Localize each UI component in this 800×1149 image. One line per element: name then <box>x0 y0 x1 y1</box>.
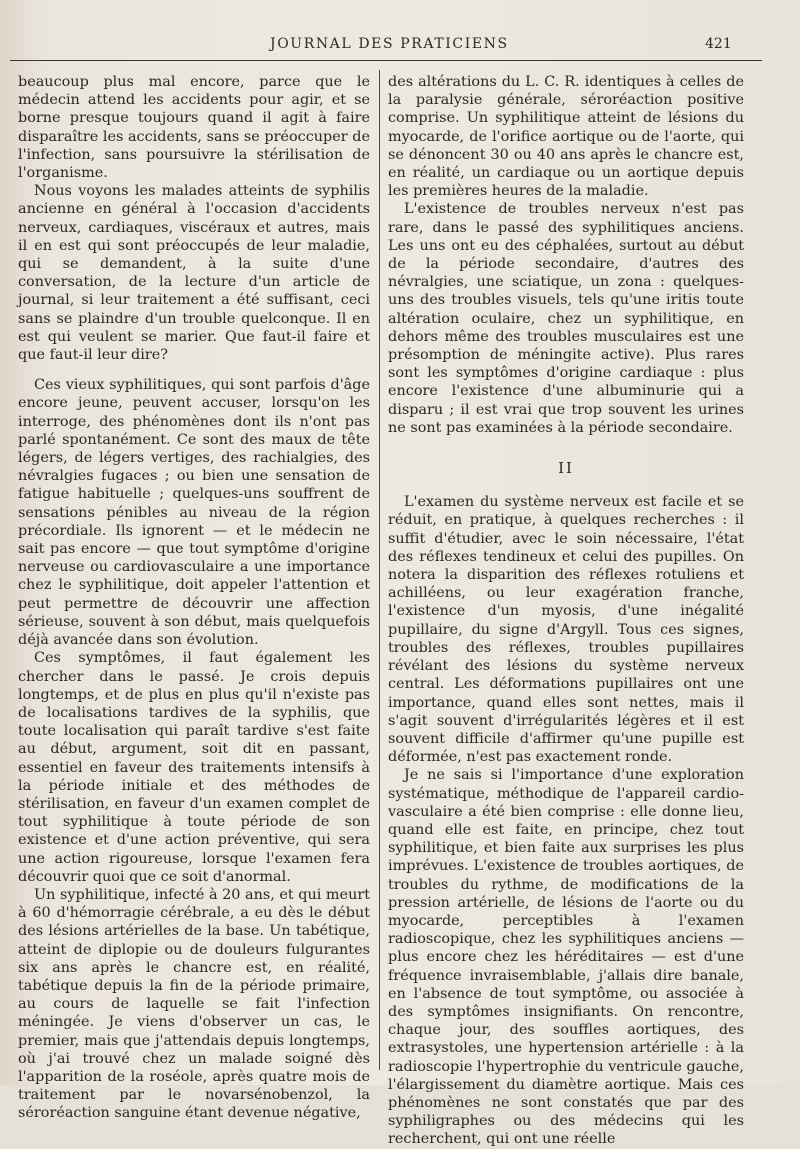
paragraph: L'examen du système nerveux est facile et se réduit, en pratique, à quelques recherches : il suffit d'étudier, avec le soin nécessaire, l'état des réflexes tendineux et celui des pupilles. On notera la disparition des réflexes rotuliens et achilléens, ou leur exagération franche, l'existence d'un myosis, d'une inégalité pupillaire, du signe d'Argyll. Tous ces signes, troubles des réflexes, troubles pupillaires révélant des lésions du système nerveux central. Les déformations pupillaires ont une importance, quand elles sont nettes, mais il s'agit souvent d'irrégularités légères et il est souvent difficile d'affirmer qu'une pupille est déformée, n'est pas exactement ronde. <box>388 494 744 766</box>
paragraph: L'existence de troubles nerveux n'est pas rare, dans le passé des syphilitiques anciens. Les uns ont eu des céphalées, surtout au début de la période secondaire, d'autres des névralgies, une sciatique, un zona : quelques-uns des troubles visuels, tels qu'une iritis toute altération oculaire, chez un syphilitique, en dehors même des troubles musculaires est une présomption de méningite active). Plus rares sont les symptômes d'origine cardiaque : plus encore l'existence d'une albuminurie qui a disparu ; il est vrai que trop souvent les urines ne sont pas examinées à la période secondaire. <box>388 201 744 436</box>
paragraph: des altérations du L. C. R. identiques à celles de la paralysie générale, séroréaction positive comprise. Un syphilitique atteint de lésions du myocarde, de l'orifice aortique ou de l'aorte, qui se dénoncent 30 ou 40 ans après le chancre est, en réalité, un cardiaque ou un aortique depuis les premières heures de la maladie. <box>388 74 744 200</box>
right-column <box>388 73 744 1149</box>
header-rule <box>10 60 762 61</box>
paragraph: Ces symptômes, il faut également les chercher dans le passé. Je crois depuis longtemps, et de plus en plus qu'il n'existe pas de localisations tardives de la syphilis, que toute localisation qui paraît tardive s'est faite au début, argument, soit dit en passant, essentiel en faveur des traitements intensifs à la période initiale et des méthodes de stérilisation, en faveur d'un examen complet de tout syphilitique à toute période de son existence et d'une action préventive, qui sera une action rigoureuse, lorsque l'examen fera découvrir quoi que ce soit d'anormal. <box>18 650 370 885</box>
paragraph: beaucoup plus mal encore, parce que le médecin attend les accidents pour agir, et se borne presque toujours quand il agit à faire disparaître les accidents, sans se préoccuper de l'infection, sans poursuivre la stérilisation de l'organisme. <box>18 74 370 182</box>
paragraph: Ces vieux syphilitiques, qui sont parfois d'âge encore jeune, peuvent accuser, lorsqu'on les interroge, des phénomènes dont ils n'ont pas parlé spontanément. Ce sont des maux de tête légers, de légers vertiges, des rachialgies, des névralgies fugaces ; ou bien une sensation de fatigue habituelle ; quelques-uns souffrent de sensations pénibles au niveau de la région précordiale. Ils ignorent — et le médecin ne sait pas encore — que tout symptôme d'origine nerveuse ou cardiovasculaire a une importance chez le syphilitique, doit appeler l'attention et peut permettre de découvrir une affection sérieuse, souvent à son début, mais quelquefois déjà avancée dans son évolution. <box>18 377 370 649</box>
paragraph: Nous voyons les malades atteints de syphilis ancienne en général à l'occasion d'accidents nerveux, cardiaques, viscéraux et autres, mais il en est qui sont préoccupés de leur maladie, qui se demandent, à la suite d'une conversation, de la lecture d'un article de journal, si leur traitement a été suffisant, ceci sans se plaindre d'un trouble quelconque. Il en est qui veulent se marier. Que faut-il faire et que faut-il leur dire? <box>18 183 370 364</box>
column-divider <box>379 70 380 1070</box>
journal-title: JOURNAL DES PRATICIENS <box>270 36 509 52</box>
paragraph: Un syphilitique, infecté à 20 ans, et qui meurt à 60 d'hémorragie cérébrale, a eu dès le début des lésions artérielles de la base. Un tabétique, atteint de diplopie ou de douleurs fulgurantes six ans après le chancre est, en réalité, tabétique depuis la fin de la période primaire, au cours de laquelle se fait l'infection méningée. Je viens d'observer un cas, le premier, mais que j'attendais depuis longtemps, où j'ai trouvé chez un malade soigné dès l'apparition de la roséole, après quatre mois de traitement par le novarsénobenzol, la séroréaction sanguine étant devenue négative, <box>18 886 370 1122</box>
left-column <box>18 73 370 1123</box>
page-number: 421 <box>705 36 732 52</box>
section-heading: II <box>558 459 574 478</box>
paragraph: Je ne sais si l'importance d'une exploration systématique, méthodique de l'appareil cardio-vasculaire a été bien comprise : elle donne lieu, quand elle est faite, en principe, chez tout syphilitique, et bien faite aux surprises les plus imprévues. L'existence de troubles aortiques, de troubles du rythme, de modifications de la pression artérielle, de lésions de l'aorte ou du myocarde, perceptibles à l'examen radioscopique, chez les syphilitiques anciens — plus encore chez les héréditaires — est d'une fréquence invraisemblable, j'allais dire banale, en l'absence de tout symptôme, ou associée à des symptômes insignifiants. On rencontre, chaque jour, des souffles aortiques, des extrasystoles, une hypertension artérielle : à la radioscopie l'hypertrophie du ventricule gauche, l'élargissement du diamètre aortique. Mais ces phénomènes ne sont constatés que par des syphiligraphes ou des médecins qui les recherchent, qui ont une réelle <box>388 767 744 1148</box>
running-header <box>0 36 800 58</box>
